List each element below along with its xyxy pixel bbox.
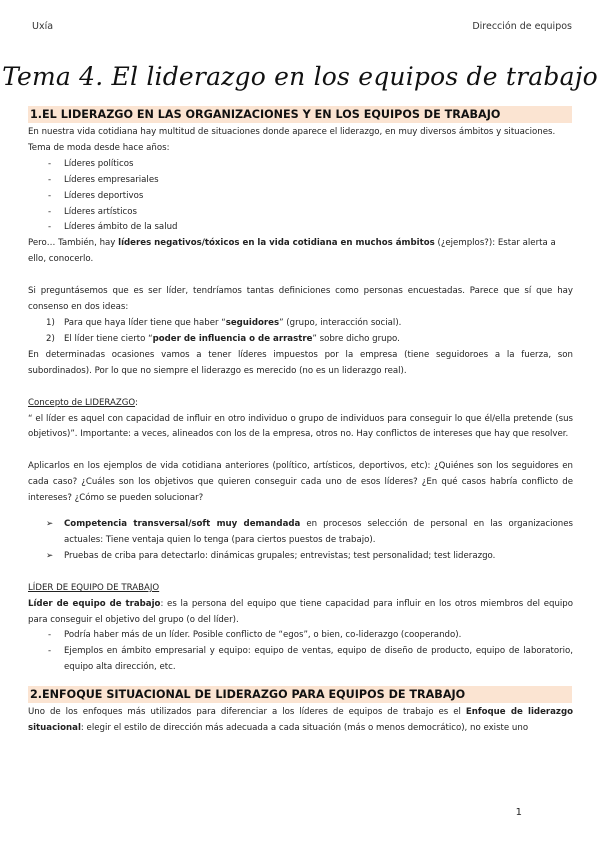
bold-text: seguidores (225, 317, 280, 328)
concept-heading: Concepto de LIDERAZGO (28, 397, 136, 408)
bold-text: Enfoque de liderazgo situacional (28, 707, 573, 734)
text: : es la persona del equipo que tiene capacidad para influir en los otros miembros del equipo para conseguir el objetivo del grupo (o del líder). (28, 598, 573, 625)
text: Para que haya líder tiene que haber “ (64, 317, 226, 328)
toxic-leaders-paragraph (28, 236, 573, 268)
text: El líder tiene cierto “ (64, 333, 153, 344)
text: LÍDER DE EQUIPO DE TRABAJO (28, 582, 160, 593)
section-1-heading: 1.EL LIDERAZGO EN LAS ORGANIZACIONES Y EN LOS EQUIPOS DE TRABAJO (28, 106, 572, 123)
list-item: - Líderes empresariales (28, 173, 573, 189)
document-body (28, 106, 573, 737)
arrow-bullet-icon: ➢ (46, 550, 54, 561)
text: en procesos selección de personal en las organizaciones actuales: Tiene ventaja quien lo tenga (para ciertos puestos de trabajo). (64, 519, 574, 545)
situational-paragraph (28, 705, 573, 737)
section-2-heading: 2.ENFOQUE SITUACIONAL DE LIDERAZGO PARA EQUIPOS DE TRABAJO (28, 686, 572, 703)
bold-text: Líder de equipo de trabajo (28, 598, 161, 609)
team-leader-heading (28, 581, 573, 597)
header-subject: Dirección de equipos (472, 21, 572, 32)
list-item: - Líderes políticos (28, 157, 573, 173)
bold-text: poder de influencia o de arrastre (152, 333, 313, 344)
imposed-leaders-paragraph: En determinadas ocasiones vamos a tener líderes impuestos por la empresa (tiene seguidoroes a la fuerza, son subordinados). Por lo que no siempre el liderazgo es merecido (no es un liderazgo real). (28, 349, 573, 376)
text: Pero… También, hay (28, 238, 119, 249)
team-leader-list (28, 628, 573, 676)
concept-label (28, 396, 573, 412)
header-author: Uxía (32, 21, 54, 32)
bold-text: Competencia transversal/soft muy demandada (64, 519, 301, 530)
list-item: - Ejemplos en ámbito empresarial y equipo: equipo de ventas, equipo de diseño de producto, equipo de laboratorio, equipo alta dirección, etc. (28, 644, 573, 676)
list-item (28, 549, 573, 565)
bold-text: líderes negativos/tóxicos en la vida cotidiana en muchos ámbitos (118, 238, 435, 249)
list-item: - Líderes ámbito de la salud (28, 220, 573, 236)
ideas-list (28, 316, 573, 348)
list-item: - Podría haber más de un líder. Posible conflicto de “egos”, o bien, co-liderazgo (cooperando). (28, 628, 573, 644)
text: Pruebas de criba para detectarlo: dinámicas grupales; entrevistas; test personalidad; test liderazgo. (64, 550, 496, 561)
text: ” sobre dicho grupo. (312, 333, 400, 344)
list-number: 2) (46, 333, 55, 344)
text: : (135, 397, 138, 408)
page-number: 1 (515, 807, 522, 818)
list-item (28, 316, 573, 332)
list-item (28, 517, 573, 549)
list-number: 1) (46, 317, 55, 328)
arrow-list (28, 517, 573, 565)
arrow-bullet-icon: ➢ (46, 519, 54, 530)
team-leader-definition (28, 597, 573, 629)
concept-definition: “ el líder es aquel con capacidad de influir en otro individuo o grupo de individuos para conseguir lo que él/ella pretende (sus objetivos)”. Importante: a veces, alineados con los de la empresa, otros no. Hay conflictos de intereses que hay que resolver. (28, 413, 573, 440)
list-item: - Líderes deportivos (28, 189, 573, 205)
text: ” (grupo, interacción social). (279, 317, 402, 328)
list-item: - Líderes artísticos (28, 205, 573, 221)
leaders-list (28, 157, 573, 237)
consensus-paragraph: Si preguntásemos que es ser líder, tendríamos tantas definiciones como personas encuestadas. Parece que sí que hay consenso en dos ideas: (28, 286, 573, 313)
text: : elegir el estilo de dirección más adecuada a cada situación (más o menos democrático), no existe uno (80, 723, 529, 734)
intro-paragraph: En nuestra vida cotidiana hay multitud de situaciones donde aparece el liderazgo, en muy diversos ámbitos y situaciones. Tema de moda desde hace años: (28, 127, 556, 153)
page-title: Tema 4. El liderazgo en los equipos de trabajo (2, 62, 598, 91)
text: Uno de los enfoques más utilizados para diferenciar a los líderes de equipos de trabajo es el (28, 707, 466, 718)
list-item (28, 332, 573, 348)
apply-paragraph: Aplicarlos en los ejemplos de vida cotidiana anteriores (político, artísticos, deportivos, etc): ¿Quiénes son los seguidores en cada caso? ¿Cuáles son los objetivos que quieren conseguir cada uno de esos líderes? ¿En qué casos habría conflicto de intereses? ¿Cómo se pueden solucionar? (28, 461, 573, 504)
text: (¿ejemplos?): Estar alerta a ello, conocerlo. (28, 238, 556, 265)
